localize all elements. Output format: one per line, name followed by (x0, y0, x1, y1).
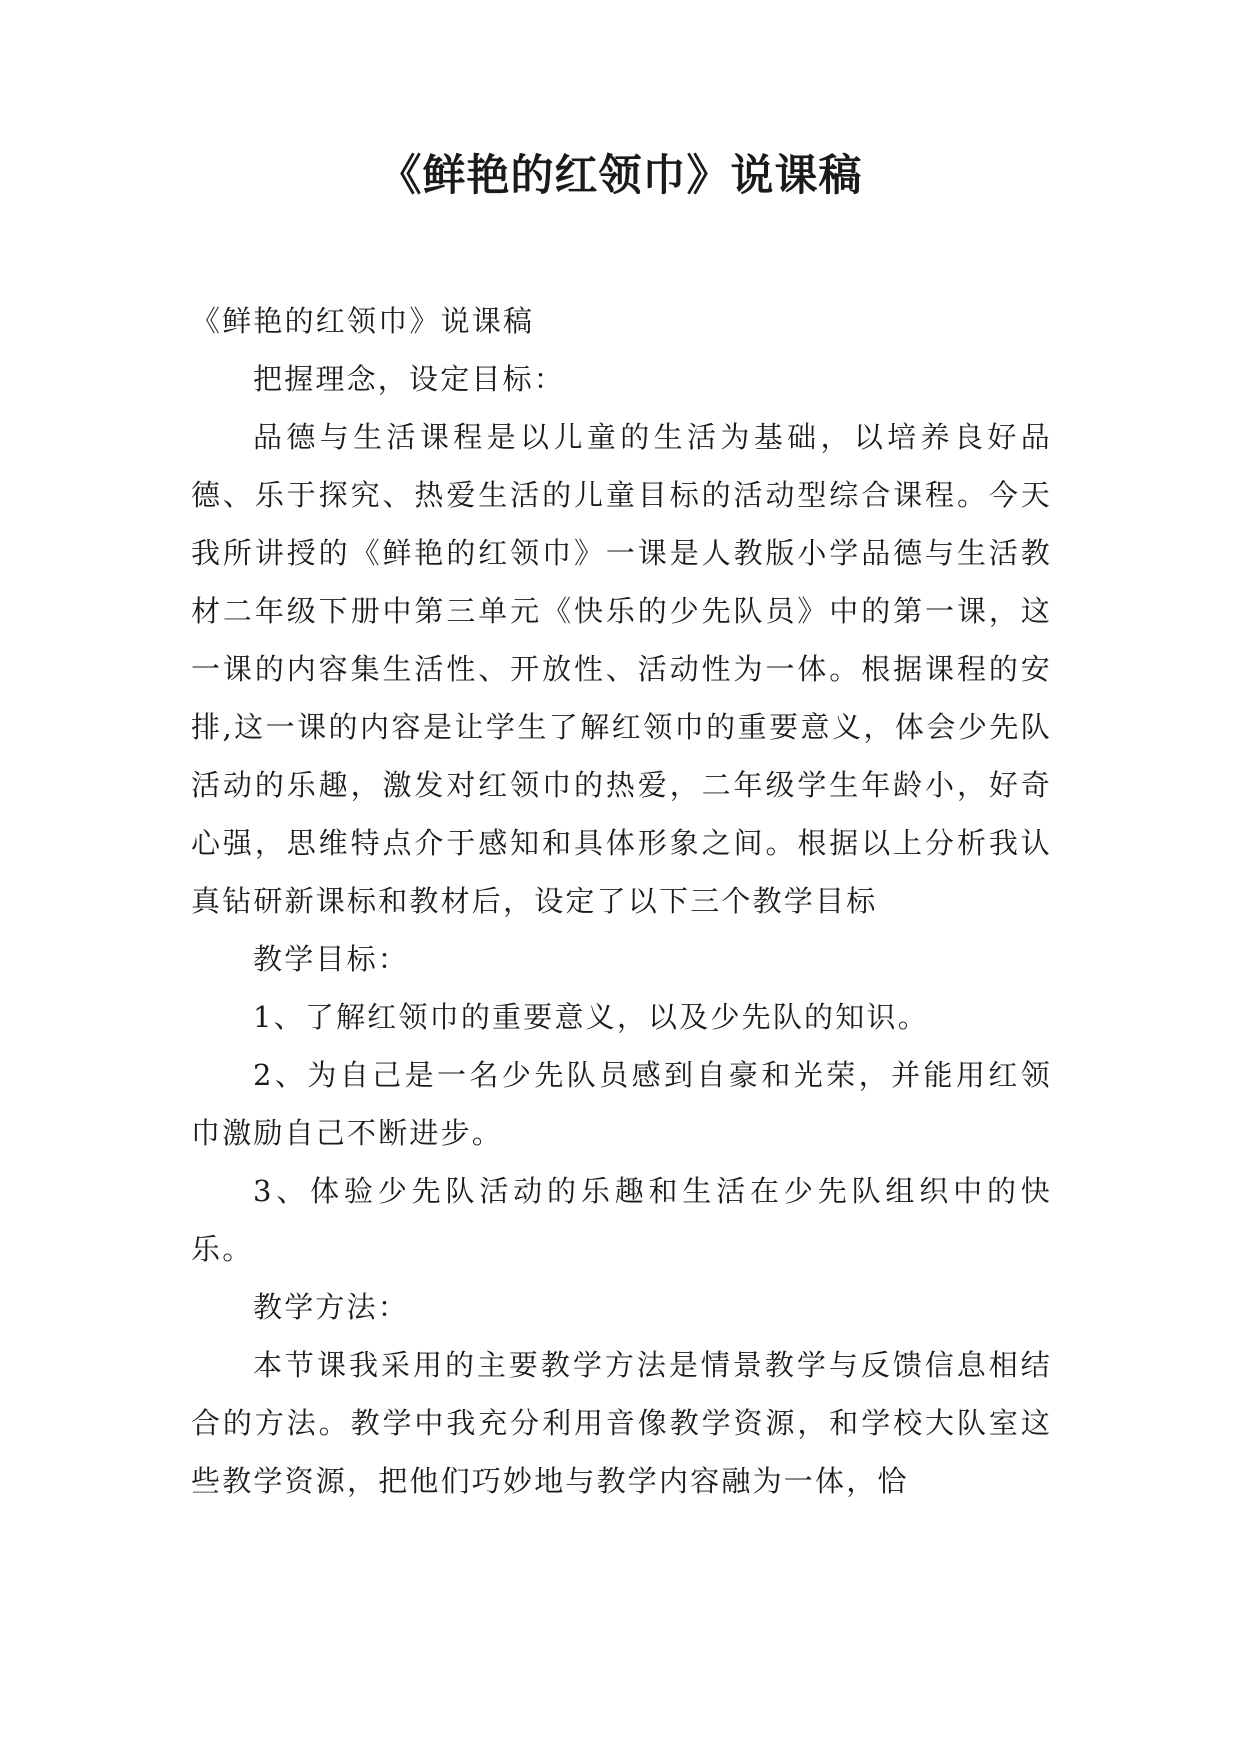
paragraph-section-heading: 教学方法： (253, 1290, 410, 1324)
paragraph-section-heading: 教学目标： (253, 942, 410, 976)
list-item-goal-2: 2、为自己是一名少先队员感到自豪和光荣，并能用红领巾激励自己不断进步。 (191, 1058, 1052, 1150)
document-title: 《鲜艳的红领巾》说课稿 (378, 151, 863, 201)
document-body (191, 292, 1052, 1510)
list-item-goal-1: 1、了解红领巾的重要意义，以及少先队的知识。 (253, 1000, 929, 1034)
paragraph-subtitle: 《鲜艳的红领巾》说课稿 (191, 304, 535, 338)
paragraph-body: 本节课我采用的主要教学方法是情景教学与反馈信息相结合的方法。教学中我充分利用音像教学资源，和学校大队室这些教学资源，把他们巧妙地与教学内容融为一体，恰 (191, 1348, 1052, 1498)
paragraph-section-heading: 把握理念，设定目标： (253, 362, 566, 396)
paragraph-body: 品德与生活课程是以儿童的生活为基础，以培养良好品德、乐于探究、热爱生活的儿童目标的活动型综合课程。今天我所讲授的《鲜艳的红领巾》一课是人教版小学品德与生活教材二年级下册中第三单元《快乐的少先队员》中的第一课，这一课的内容集生活性、开放性、活动性为一体。根据课程的安排,这一课的内容是让学生了解红领巾的重要意义，体会少先队活动的乐趣，激发对红领巾的热爱，二年级学生年龄小，好奇心强，思维特点介于感知和具体形象之间。根据以上分析我认真钻研新课标和教材后，设定了以下三个教学目标 (191, 420, 1052, 918)
list-item-goal-3: 3、体验少先队活动的乐趣和生活在少先队组织中的快乐。 (191, 1174, 1052, 1266)
